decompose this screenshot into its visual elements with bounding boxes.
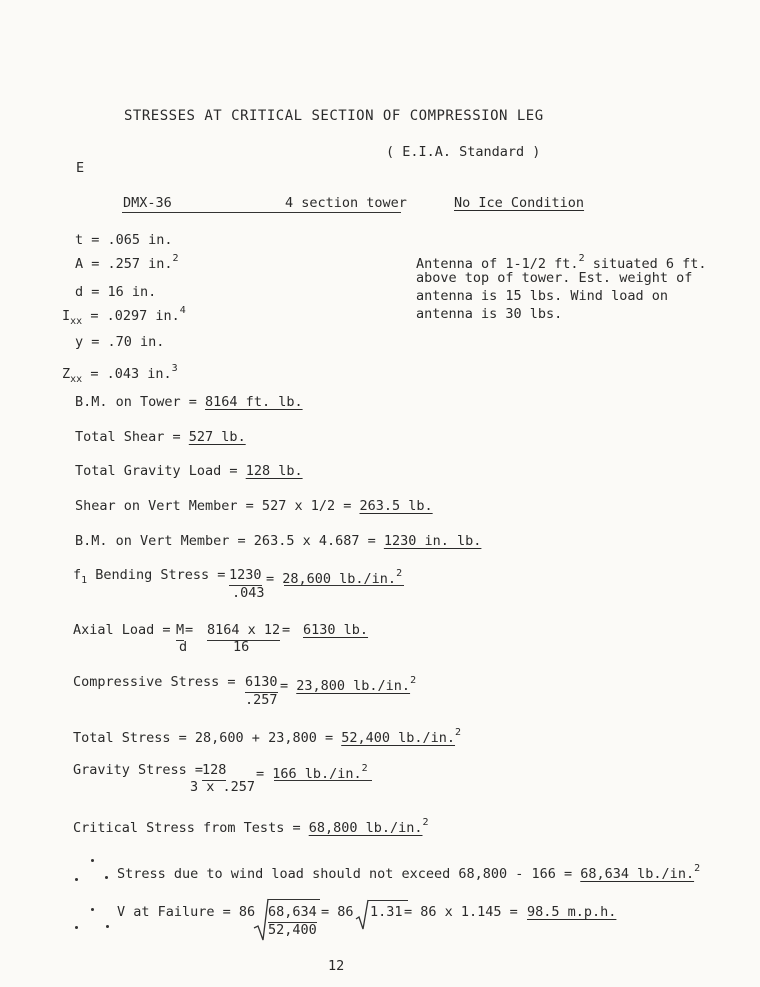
sqrt-overline-1 (268, 899, 320, 900)
v-failure-value: 98.5 m.p.h. (527, 904, 617, 920)
prop-Ixx: $I_{xx} = .0297$ in.$^4$ (62, 305, 186, 327)
model-label: DMX-36 (123, 195, 172, 211)
v-failure-root: 1.31 (370, 904, 403, 920)
gravity-stress-label: Gravity Stress = (73, 762, 204, 778)
page-number: 12 (328, 958, 345, 974)
gravity-stress-denominator: 3 x .257 (190, 779, 256, 795)
sqrt-sign-1 (253, 898, 269, 942)
compressive-stress-label: Compressive Stress = (73, 674, 236, 690)
axial-load-den2: 16 (233, 639, 250, 655)
total-gravity-load: Total Gravity Load = 128 lb. (75, 463, 303, 479)
antenna-note-line2: above top of tower. Est. weight of (416, 270, 693, 286)
sqrt-overline-2 (368, 900, 408, 901)
prop-Zxx: $Z_{xx} = .043$ in.$^3$ (62, 363, 178, 385)
condition-label: No Ice Condition (454, 195, 585, 211)
v-failure-numerator: 68,634 (268, 906, 317, 923)
antenna-note-line4: antenna is 30 lbs. (416, 306, 563, 322)
section-marker: E (76, 160, 85, 176)
therefore-dot-2 (75, 878, 78, 881)
compressive-stress-numerator: 6130 (245, 676, 278, 693)
critical-stress: Critical Stress from Tests = 68,800 lb./in.$^2$ (73, 817, 429, 836)
header-underline (122, 212, 401, 213)
antenna-note-line1: Antenna of 1-1/2 ft.$^2$ situated 6 ft. (416, 253, 707, 272)
bending-stress-result: = 28,600 lb./in.$^2$ (266, 568, 403, 587)
antenna-note-line3: antenna is 15 lbs. Wind load on (416, 288, 668, 304)
therefore-dot-4 (91, 908, 94, 911)
gravity-stress-result-underline (274, 780, 372, 781)
axial-load-label: Axial Load = (73, 622, 171, 638)
bending-stress-label: $f_1$ Bending Stress = (73, 567, 226, 586)
axial-load-num1: M (176, 624, 184, 641)
bm-vert-member: B.M. on Vert Member = 263.5 x 4.687 = 1230 in. lb. (75, 533, 482, 549)
shear-vert-member: Shear on Vert Member = 527 x 1/2 = 263.5 lb. (75, 498, 433, 514)
axial-load-value: 6130 lb. (303, 622, 369, 638)
total-stress: Total Stress = 28,600 + 23,800 = 52,400 lb./in.$^2$ (73, 727, 462, 746)
total-shear: Total Shear = 527 lb. (75, 429, 246, 445)
bending-stress-result-underline (284, 585, 404, 586)
therefore-dot-1 (91, 859, 94, 862)
prop-y: y = .70 in. (75, 334, 165, 350)
sqrt-sign-2 (355, 899, 369, 931)
axial-load-den1: d (179, 639, 188, 655)
v-failure-tail: = 86 x 1.145 = (404, 904, 518, 920)
tower-label: 4 section tower (285, 195, 407, 211)
prop-t: t = .065 in. (75, 232, 173, 248)
bending-stress-numerator: 1230 (229, 569, 262, 586)
bending-stress-denominator: .043 (232, 585, 265, 601)
axial-load-eq2: = (282, 622, 291, 638)
page-title: STRESSES AT CRITICAL SECTION OF COMPRESSION LEG (124, 108, 544, 124)
v-failure-label: V at Failure = 86 (117, 904, 256, 920)
therefore-dot-3 (105, 876, 108, 879)
wind-load-statement: Stress due to wind load should not exceed 68,800 - 166 = 68,634 lb./in.$^2$ (117, 863, 701, 882)
compressive-stress-denominator: .257 (245, 692, 278, 708)
axial-load-eq1: = (185, 622, 194, 638)
v-failure-denominator: 52,400 (268, 922, 317, 938)
standard-subtitle: ( E.I.A. Standard ) (386, 144, 541, 160)
v-failure-mid: = 86 (321, 904, 354, 920)
gravity-stress-numerator: 128 (202, 764, 226, 781)
bm-tower: B.M. on Tower = 8164 ft. lb. (75, 394, 303, 410)
prop-A: A = .257 in.$^2$ (75, 253, 179, 272)
therefore-dot-6 (106, 925, 109, 928)
gravity-stress-result: = 166 lb./in.$^2$ (256, 763, 368, 782)
axial-load-num2: 8164 x 12 (207, 624, 280, 641)
compressive-stress-result: = 23,800 lb./in.$^2$ (280, 675, 417, 694)
prop-d: d = 16 in. (75, 284, 157, 300)
therefore-dot-5 (75, 926, 78, 929)
